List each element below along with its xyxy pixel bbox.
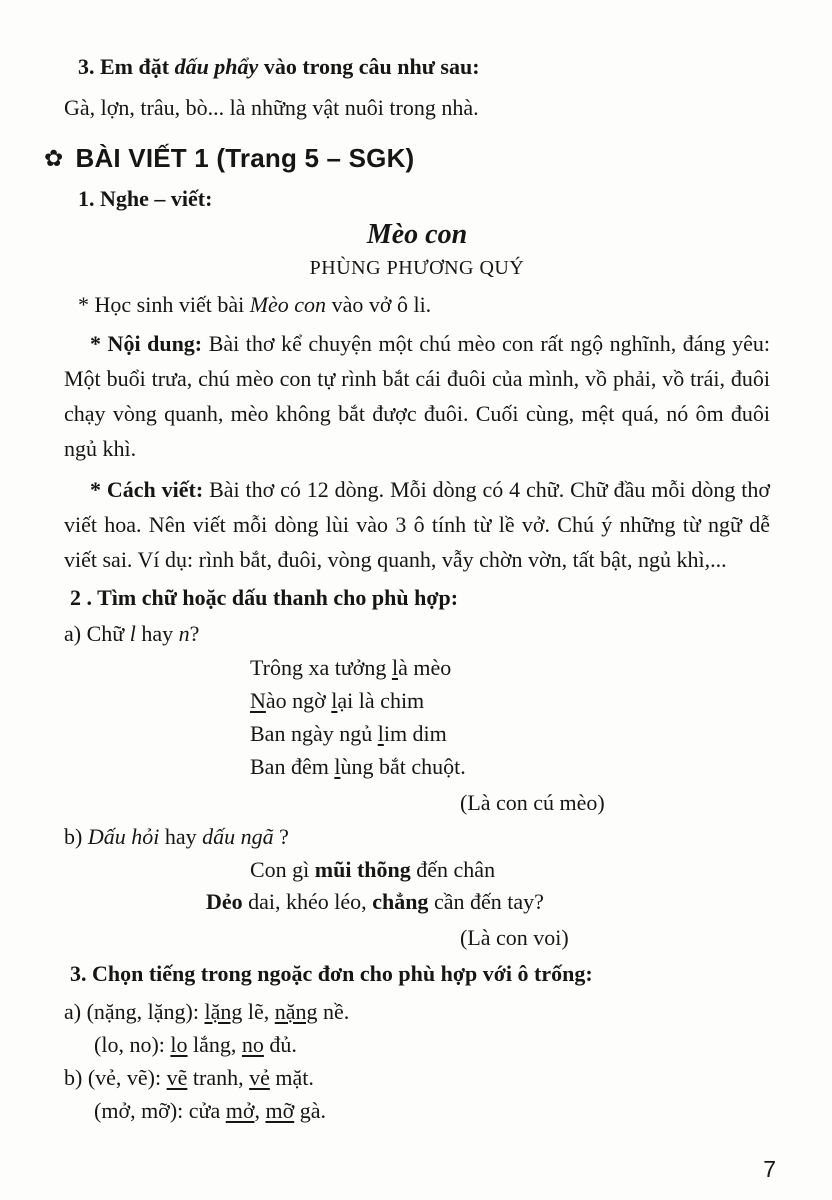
- part-b-text-2: hay: [159, 824, 203, 849]
- part-b-term-1: Dấu hỏi: [87, 824, 160, 849]
- t3-a1-text-3: nề.: [317, 999, 350, 1024]
- poem-4-answer-letter: l: [334, 754, 341, 779]
- part-b-term-2: dấu ngã: [202, 824, 274, 849]
- task3-line-b1: [64, 1061, 770, 1094]
- t3-b2-text-3: gà.: [294, 1098, 326, 1123]
- riddle-line-2: [206, 886, 770, 918]
- t3-b1-answer-1: vẽ: [166, 1065, 188, 1090]
- riddle-answer-a: (Là con cú mèo): [460, 790, 605, 815]
- task3-line-a1: [64, 995, 770, 1028]
- poem-2-b: ại là chim: [337, 688, 425, 713]
- poem-2-answer-letter-1: N: [250, 688, 266, 713]
- task2-part-b-label: [64, 822, 770, 851]
- note-text-a: * Học sinh viết bài: [78, 292, 250, 317]
- t3-a2-text-1: (lo, no):: [94, 1032, 171, 1057]
- task2-part-a-label: [64, 619, 770, 648]
- poem-line-3: [250, 717, 770, 750]
- poem-3-answer-letter: l: [377, 721, 384, 746]
- style-paragraph: [64, 472, 770, 577]
- t3-b1-answer-2: vẻ: [249, 1065, 270, 1090]
- part-a-text-2: hay: [135, 621, 179, 646]
- task3-line-b2: [94, 1094, 770, 1127]
- riddle-answer-b: (Là con voi): [460, 925, 569, 950]
- flower-icon: ✿: [44, 144, 64, 171]
- poem-1-a: Trông xa tưởng: [250, 655, 392, 680]
- t3-b2-text-2: ,: [254, 1098, 266, 1123]
- poem-1-b: à mèo: [398, 655, 452, 680]
- style-text: Bài thơ có 12 dòng. Mỗi dòng có 4 chữ. Chữ đầu mỗi dòng thơ viết hoa. Nên viết mỗi dòng lùi vào 3 ô tính từ lề vở. Chú ý những từ ngữ dễ viết sai. Ví dụ: rình bắt, đuôi, vòng quanh, vẫy chờn vờn, tất bật, ngủ khì,...: [64, 477, 770, 572]
- t3-b2-answer-1: mở: [225, 1098, 255, 1123]
- poem-2-a: ào ngờ: [265, 688, 332, 713]
- poem-4-a: Ban đêm: [250, 754, 335, 779]
- riddle-1-b: đến chân: [410, 857, 496, 882]
- poem-line-1: [250, 651, 770, 684]
- note-title-italic: Mèo con: [249, 292, 327, 317]
- section-heading: [44, 142, 770, 174]
- t3-a2-answer-2: no: [241, 1032, 264, 1057]
- task3-title: 3. Chọn tiếng trong ngoặc đơn cho phù hợp với ô trống:: [70, 961, 593, 986]
- note-text-b: vào vở ô li.: [326, 292, 432, 317]
- t3-a1-text-2: lẽ,: [242, 999, 275, 1024]
- prev-task-answer: Gà, lợn, trâu, bò... là những vật nuôi trong nhà.: [64, 95, 479, 120]
- t3-b2-answer-2: mỡ: [265, 1098, 295, 1123]
- poem-block: [64, 651, 770, 783]
- riddle-line-1: [250, 854, 770, 886]
- poem-line-2: [250, 684, 770, 717]
- t3-b1-text-1: b) (vẻ, vẽ):: [64, 1065, 167, 1090]
- dictation-note: [64, 290, 770, 319]
- poem-3-a: Ban ngày ngủ: [250, 721, 378, 746]
- t3-a1-answer-2: nặng: [274, 999, 318, 1024]
- poem-line-4: [250, 750, 770, 783]
- prev-task-text-a: 3. Em đặt: [78, 54, 175, 79]
- t3-b2-text-1: (mở, mỡ): cửa: [94, 1098, 226, 1123]
- riddle-1-bold: mũi thõng: [314, 857, 411, 882]
- poem-4-b: ùng bắt chuột.: [340, 754, 466, 779]
- poem-3-b: im dim: [383, 721, 447, 746]
- riddle-2-b: cần đến tay?: [428, 889, 544, 914]
- section-heading-title: BÀI VIẾT 1 (Trang 5 – SGK): [75, 143, 415, 173]
- content-paragraph: [64, 326, 770, 466]
- riddle-2-a: dai, khéo léo,: [242, 889, 373, 914]
- t3-a2-text-2: lắng,: [187, 1032, 242, 1057]
- dictation-author: PHÙNG PHƯƠNG QUÝ: [309, 257, 525, 279]
- poem-2-answer-letter-2: l: [331, 688, 338, 713]
- part-b-text-3: ?: [273, 824, 289, 849]
- riddle-1-a: Con gì: [250, 857, 315, 882]
- content-label: * Nội dung:: [90, 331, 209, 356]
- part-a-text-3: ?: [189, 621, 200, 646]
- part-a-letter-n: n: [178, 621, 190, 646]
- t3-a2-answer-1: lo: [170, 1032, 188, 1057]
- t3-a2-text-3: đủ.: [263, 1032, 297, 1057]
- t3-a1-answer-1: lặng: [204, 999, 243, 1024]
- task2-title: 2 . Tìm chữ hoặc dấu thanh cho phù hợp:: [70, 585, 459, 610]
- prev-task-heading: [64, 52, 770, 81]
- task1-label: 1. Nghe – viết:: [78, 186, 213, 211]
- part-a-text-1: a) Chữ: [64, 621, 130, 646]
- prev-task-text-b: vào trong câu như sau:: [258, 54, 480, 79]
- dictation-title: Mèo con: [366, 219, 468, 250]
- riddle-2-bold-1: Dẻo: [206, 889, 243, 914]
- part-a-letter-l: l: [129, 621, 136, 646]
- prev-task-italic-term: dấu phẩy: [174, 54, 259, 79]
- poem-1-answer-letter: l: [391, 655, 399, 680]
- t3-a1-text-1: a) (nặng, lặng):: [64, 999, 205, 1024]
- content-text: Bài thơ kể chuyện một chú mèo con rất ngộ nghĩnh, đáng yêu: Một buổi trưa, chú mèo con tự rình bắt cái đuôi của mình, vồ phải, vồ trái, đuôi chạy vòng quanh, mèo không bắt được đuôi. Cuối cùng, mệt quá, nó ôm đuôi ngủ khì.: [64, 331, 770, 461]
- riddle-2-bold-2: chẳng: [372, 889, 429, 914]
- page-number: 7: [763, 1156, 776, 1182]
- task3-line-a2: [94, 1028, 770, 1061]
- t3-b1-text-3: mặt.: [269, 1065, 314, 1090]
- style-label: * Cách viết:: [90, 477, 210, 502]
- t3-b1-text-2: tranh,: [187, 1065, 250, 1090]
- part-b-text-1: b): [64, 824, 88, 849]
